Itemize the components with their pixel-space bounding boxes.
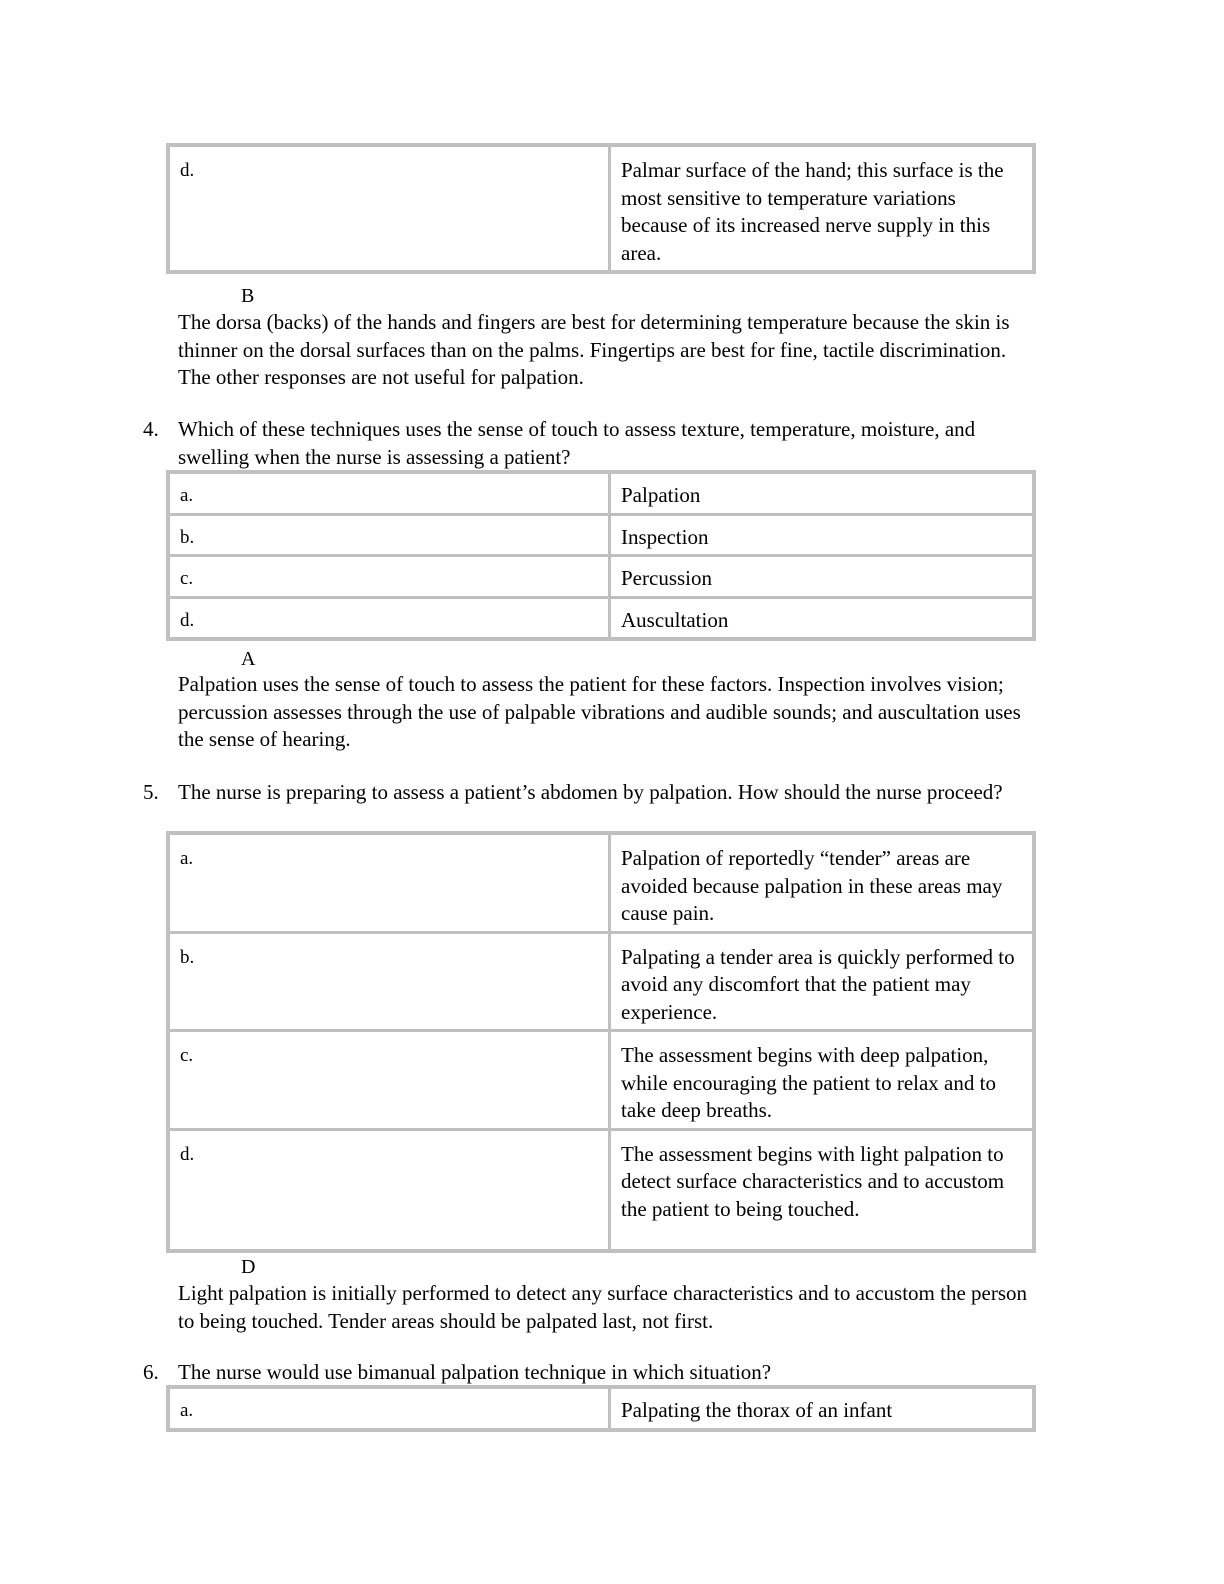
option-row: [168, 1387, 1034, 1430]
option-text: Palpation: [610, 472, 1035, 514]
option-row: [168, 472, 1034, 514]
option-text: Inspection: [610, 514, 1035, 556]
option-letter: d.: [168, 145, 610, 272]
rationale-text: Light palpation is initially performed to detect any surface characteristics and to accustom the person to being touched. Tender areas should be palpated last, not first.: [178, 1281, 1028, 1333]
question-number: 6.: [143, 1360, 159, 1384]
option-text: The assessment begins with light palpation to detect surface characteristics and to accustom the patient to being touched.: [610, 1129, 1035, 1251]
option-letter: a.: [168, 472, 610, 514]
q5-options-table: [166, 831, 1036, 1253]
option-text: Palmar surface of the hand; this surface is the most sensitive to temperature variations because of its increased nerve supply in this area.: [610, 145, 1035, 272]
q4-options-table: [166, 470, 1036, 641]
option-letter: d.: [168, 1129, 610, 1251]
rationale-text: Palpation uses the sense of touch to assess the patient for these factors. Inspection involves vision; percussion assesses through the use of palpable vibrations and audible sounds; and auscultation uses the sense of hearing.: [178, 672, 1021, 751]
question-text: Which of these techniques uses the sense of touch to assess texture, temperature, moisture, and swelling when the nurse is assessing a patient?: [178, 417, 976, 469]
option-letter: c.: [168, 556, 610, 598]
option-text: Palpation of reportedly “tender” areas are avoided because palpation in these areas may cause pain.: [610, 833, 1035, 932]
option-row: [168, 1129, 1034, 1251]
option-row: [168, 597, 1034, 639]
option-text: The assessment begins with deep palpation, while encouraging the patient to relax and to take deep breaths.: [610, 1031, 1035, 1130]
q6-options-table: [166, 1385, 1036, 1432]
q3-options-table: [166, 143, 1036, 274]
option-row: [168, 556, 1034, 598]
rationale-text: The dorsa (backs) of the hands and fingers are best for determining temperature because the skin is thinner on the dorsal surfaces than on the palms. Fingertips are best for fine, tactile discrimination. The other responses are not useful for palpation.: [178, 310, 1010, 389]
option-letter: b.: [168, 514, 610, 556]
option-text: Auscultation: [610, 597, 1035, 639]
option-row: [168, 145, 1034, 272]
question-text: The nurse is preparing to assess a patient’s abdomen by palpation. How should the nurse proceed?: [178, 780, 1003, 804]
question-number: 4.: [143, 417, 159, 441]
option-letter: c.: [168, 1031, 610, 1130]
option-row: [168, 932, 1034, 1031]
option-letter: a.: [168, 833, 610, 932]
question-text: The nurse would use bimanual palpation technique in which situation?: [178, 1360, 772, 1384]
option-letter: d.: [168, 597, 610, 639]
answer-key: A: [241, 648, 256, 670]
option-row: [168, 833, 1034, 932]
option-row: [168, 514, 1034, 556]
option-row: [168, 1031, 1034, 1130]
option-letter: b.: [168, 932, 610, 1031]
option-text: Palpating the thorax of an infant: [610, 1387, 1035, 1430]
answer-key: B: [241, 285, 255, 307]
answer-key: D: [241, 1256, 256, 1278]
option-text: Percussion: [610, 556, 1035, 598]
option-text: Palpating a tender area is quickly performed to avoid any discomfort that the patient may experience.: [610, 932, 1035, 1031]
option-letter: a.: [168, 1387, 610, 1430]
question-number: 5.: [143, 780, 159, 804]
